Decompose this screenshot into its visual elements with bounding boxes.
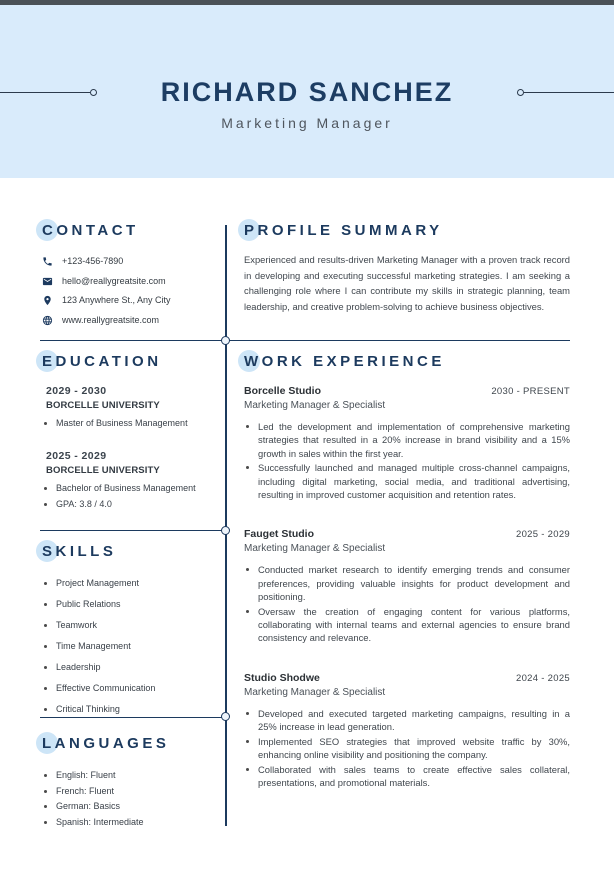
contact-heading <box>42 221 220 241</box>
skill: Leadership <box>56 662 101 672</box>
job-bullet: Conducted market research to identify emerging trends and consumer preferences, providing valuable insights for product development and positioning. <box>258 564 570 603</box>
profile-summary-text: Experienced and results-driven Marketing Manager with a proven track record in developing and executing successful marketing strategies. I am seeking a challenging role where I can contribute my skills in strategic planning, team leadership, and creative problem-solving to achieve business objectives. <box>244 254 570 312</box>
skills-section <box>42 542 220 725</box>
phone-number: +123-456-7890 <box>62 256 124 266</box>
education-entry <box>42 450 220 510</box>
list-item <box>42 599 220 610</box>
job-bullet: Collaborated with sales teams to create effective sales collateral, presentations, and promotional materials. <box>258 763 570 788</box>
education-details <box>42 418 220 429</box>
list-item <box>244 605 570 645</box>
bullet-dot <box>246 568 249 571</box>
street-address: 123 Anywhere St., Any City <box>62 295 171 305</box>
bullet-dot <box>44 645 47 648</box>
education-heading-label: EDUCATION <box>42 353 162 370</box>
list-item <box>42 418 220 429</box>
job-bullet-list <box>244 707 570 789</box>
list-item <box>244 461 570 501</box>
work-experience-section <box>244 352 570 790</box>
bullet-dot <box>44 821 47 824</box>
languages-list <box>42 770 220 828</box>
profile-summary-section <box>244 221 570 314</box>
education-school: BORCELLE UNIVERSITY <box>46 465 160 476</box>
profile-summary-heading-label: PROFILE SUMMARY <box>244 222 443 239</box>
job-bullet: Oversaw the creation of engaging content for various platforms, collaborating with internal teams and external agencies to ensure brand consistency and relevance. <box>258 605 570 644</box>
list-item <box>42 770 220 781</box>
language: German: Basics <box>56 801 121 811</box>
section-separator <box>40 340 570 341</box>
bullet-dot <box>44 708 47 711</box>
skills-list <box>42 578 220 715</box>
separator-node-circle <box>221 526 230 535</box>
skill: Time Management <box>56 641 131 651</box>
list-item <box>42 620 220 631</box>
bullet-dot <box>44 790 47 793</box>
profile-summary-heading <box>244 221 570 241</box>
job-role: Marketing Manager & Specialist <box>244 400 386 411</box>
education-detail: Bachelor of Business Management <box>56 483 196 493</box>
section-separator <box>40 530 226 531</box>
education-detail: Master of Business Management <box>56 418 188 428</box>
contact-item-email <box>42 276 220 287</box>
contact-item-address <box>42 295 220 306</box>
list-item <box>244 420 570 460</box>
language: English: Fluent <box>56 770 116 780</box>
job-bullet-list <box>244 563 570 644</box>
bullet-dot <box>246 466 249 469</box>
job-header <box>244 672 570 684</box>
list-item <box>244 735 570 762</box>
skill: Critical Thinking <box>56 704 120 714</box>
contact-item-website <box>42 315 220 326</box>
list-item <box>42 817 220 828</box>
skill: Public Relations <box>56 599 121 609</box>
education-dates: 2029 - 2030 <box>46 385 107 397</box>
job-role: Marketing Manager & Specialist <box>244 543 386 555</box>
email-icon <box>42 276 53 287</box>
language: Spanish: Intermediate <box>56 816 144 827</box>
bullet-dot <box>246 768 249 771</box>
contact-item-phone <box>42 256 220 267</box>
job-entry <box>244 672 570 789</box>
skill: Project Management <box>56 578 140 588</box>
skills-heading <box>42 542 220 562</box>
bullet-dot <box>44 687 47 690</box>
education-school: BORCELLE UNIVERSITY <box>46 400 160 411</box>
language: French: Fluent <box>56 785 115 796</box>
job-bullet-list <box>244 420 570 501</box>
job-bullet: Developed and executed targeted marketing campaigns, resulting in a 25% increase in lead generation. <box>258 707 570 733</box>
list-item <box>244 707 570 734</box>
job-header <box>244 385 570 397</box>
person-name: RICHARD SANCHEZ <box>160 77 454 107</box>
list-item <box>42 786 220 797</box>
phone-icon <box>42 256 53 267</box>
education-details <box>42 483 220 510</box>
globe-icon <box>42 315 53 326</box>
email-address: hello@reallygreatsite.com <box>62 275 166 286</box>
contact-section <box>42 221 220 334</box>
list-item <box>42 641 220 652</box>
contact-heading-label: CONTACT <box>42 222 139 239</box>
job-entry <box>244 385 570 501</box>
bullet-dot <box>44 503 47 506</box>
separator-node-circle <box>221 336 230 345</box>
skills-heading-label: SKILLS <box>42 543 117 560</box>
separator-node-circle <box>221 712 230 721</box>
job-company: Borcelle Studio <box>244 385 322 397</box>
job-dates: 2025 - 2029 <box>515 529 570 541</box>
bullet-dot <box>44 774 47 777</box>
person-job-title: Marketing Manager <box>221 115 393 131</box>
bullet-dot <box>44 582 47 585</box>
work-experience-heading <box>244 352 570 372</box>
job-bullet: Successfully launched and managed multiple cross-channel campaigns, including digital marketing, social media, and traditional advertising, resulting in improved customer acquisition and retention rates. <box>258 462 570 501</box>
list-item <box>42 483 220 494</box>
website-url: www.reallygreatsite.com <box>62 314 160 325</box>
skill: Teamwork <box>56 620 98 630</box>
bullet-dot <box>246 712 249 715</box>
education-section <box>42 352 220 515</box>
bullet-dot <box>246 610 249 613</box>
header-band <box>0 5 614 178</box>
languages-heading <box>42 734 220 754</box>
bullet-dot <box>44 487 47 490</box>
bullet-dot <box>44 666 47 669</box>
languages-section <box>42 734 220 832</box>
job-role: Marketing Manager & Specialist <box>244 686 386 698</box>
job-dates: 2024 - 2025 <box>515 672 570 684</box>
list-item <box>42 704 220 715</box>
list-item <box>42 662 220 673</box>
job-dates: 2030 - PRESENT <box>491 386 570 397</box>
bullet-dot <box>44 624 47 627</box>
job-bullet: Led the development and implementation of comprehensive marketing strategies that resulted in a 20% increase in brand visibility and a 15% growth in sales within the first year. <box>258 421 570 459</box>
list-item <box>244 563 570 603</box>
location-icon <box>42 295 53 306</box>
education-entry <box>42 385 220 429</box>
languages-heading-label: LANGUAGES <box>42 735 170 752</box>
job-company: Studio Shodwe <box>244 671 320 684</box>
list-item <box>42 578 220 589</box>
skill: Effective Communication <box>56 683 156 693</box>
education-detail: GPA: 3.8 / 4.0 <box>56 499 112 509</box>
list-item <box>42 683 220 694</box>
education-dates: 2025 - 2029 <box>46 450 107 462</box>
list-item <box>42 801 220 812</box>
contact-list <box>42 256 220 326</box>
job-bullet: Implemented SEO strategies that improved website traffic by 30%, enhancing online visibility and positioning the company. <box>258 735 570 761</box>
job-company: Fauget Studio <box>244 528 314 541</box>
job-header <box>244 528 570 540</box>
bullet-dot <box>246 740 249 743</box>
bullet-dot <box>44 805 47 808</box>
bullet-dot <box>246 425 249 428</box>
list-item <box>42 499 220 510</box>
education-heading <box>42 352 220 372</box>
job-entry <box>244 528 570 644</box>
list-item <box>244 763 570 790</box>
bullet-dot <box>44 603 47 606</box>
bullet-dot <box>44 422 47 425</box>
work-experience-heading-label: WORK EXPERIENCE <box>244 353 445 370</box>
